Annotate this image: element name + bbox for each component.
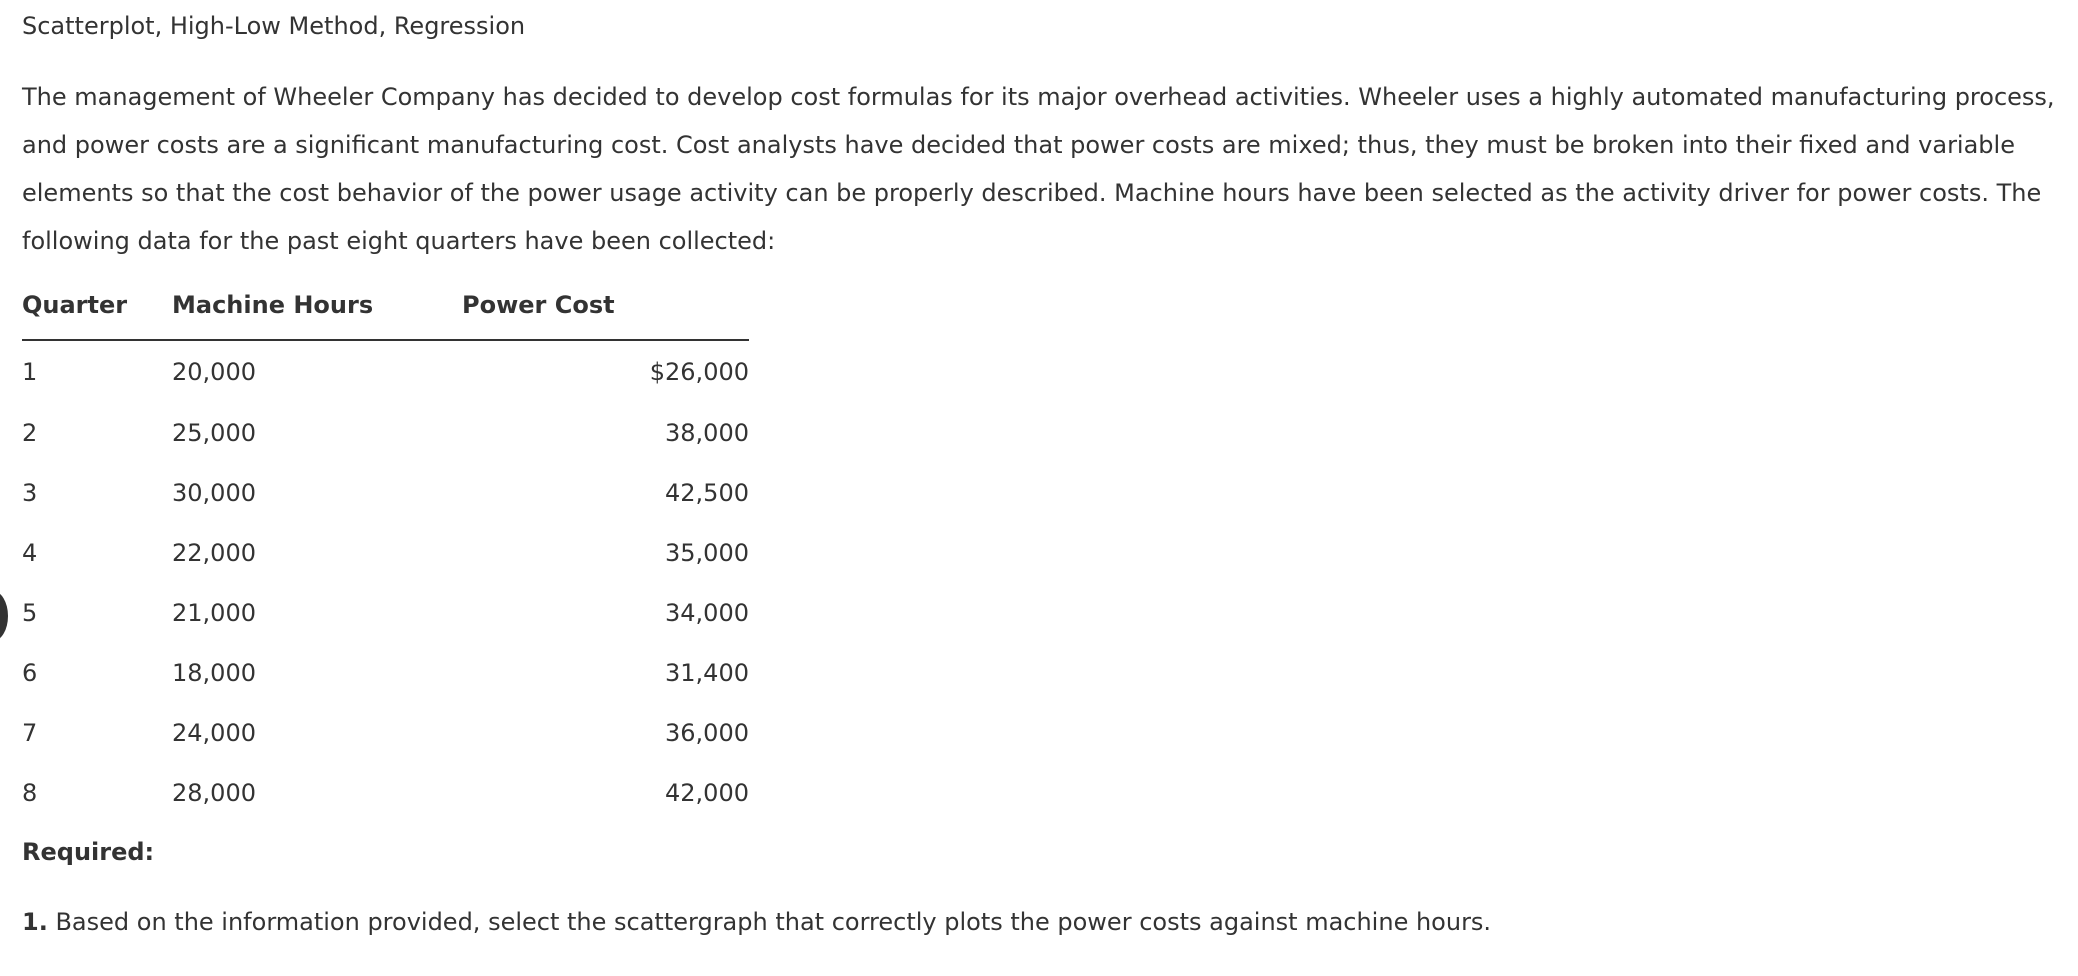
table-row: [22, 463, 749, 523]
side-marker: [0, 591, 8, 641]
question-number: 1.: [22, 908, 48, 936]
cell-power-cost: 31,400: [665, 659, 749, 687]
cell-power-cost: $26,000: [649, 358, 749, 386]
table-row: [22, 703, 749, 763]
data-table: [22, 285, 749, 823]
question-text: Based on the information provided, select the scattergraph that correctly plots the power costs against machine hours.: [47, 908, 1492, 936]
table-row: [22, 583, 749, 643]
cell-quarter: 4: [22, 539, 38, 567]
cell-quarter: 8: [22, 779, 38, 807]
cell-machine-hours: 22,000: [172, 539, 256, 567]
question-1: [22, 905, 1491, 939]
page-title: Scatterplot, High-Low Method, Regression: [22, 12, 526, 40]
cell-machine-hours: 30,000: [172, 479, 256, 507]
cell-machine-hours: 28,000: [172, 779, 256, 807]
cell-power-cost: 34,000: [665, 599, 749, 627]
cell-machine-hours: 18,000: [172, 659, 256, 687]
header-power-cost: Power Cost: [462, 285, 749, 340]
cell-quarter: 5: [22, 599, 38, 627]
cell-machine-hours: 21,000: [172, 599, 256, 627]
table-row: [22, 340, 749, 403]
cell-machine-hours: 20,000: [172, 358, 256, 386]
table-row: [22, 763, 749, 823]
cell-quarter: 3: [22, 479, 38, 507]
cell-quarter: 6: [22, 659, 38, 687]
required-heading: Required:: [22, 838, 155, 866]
table-row: [22, 403, 749, 463]
cell-machine-hours: 24,000: [172, 719, 256, 747]
table-row: [22, 643, 749, 703]
header-machine-hours: Machine Hours: [172, 285, 462, 340]
cell-power-cost: 42,000: [665, 779, 749, 807]
cell-quarter: 1: [22, 358, 38, 386]
table-row: [22, 523, 749, 583]
cell-power-cost: 35,000: [665, 539, 749, 567]
cell-power-cost: 42,500: [665, 479, 749, 507]
cell-machine-hours: 25,000: [172, 419, 256, 447]
intro-paragraph: The management of Wheeler Company has decided to develop cost formulas for its major overhead activities. Wheeler uses a highly automated manufacturing process, and power costs are a significant manufacturing cost. Cost analysts have decided that power costs are mixed; thus, they must be broken into their fixed and variable elements so that the cost behavior of the power usage activity can be properly described. Machine hours have been selected as the activity driver for power costs. The following data for the past eight quarters have been collected:: [22, 83, 2055, 255]
cell-power-cost: 38,000: [665, 419, 749, 447]
header-quarter: Quarter: [22, 285, 172, 340]
table-header-row: [22, 285, 749, 340]
cell-power-cost: 36,000: [665, 719, 749, 747]
cell-quarter: 2: [22, 419, 38, 447]
cell-quarter: 7: [22, 719, 38, 747]
